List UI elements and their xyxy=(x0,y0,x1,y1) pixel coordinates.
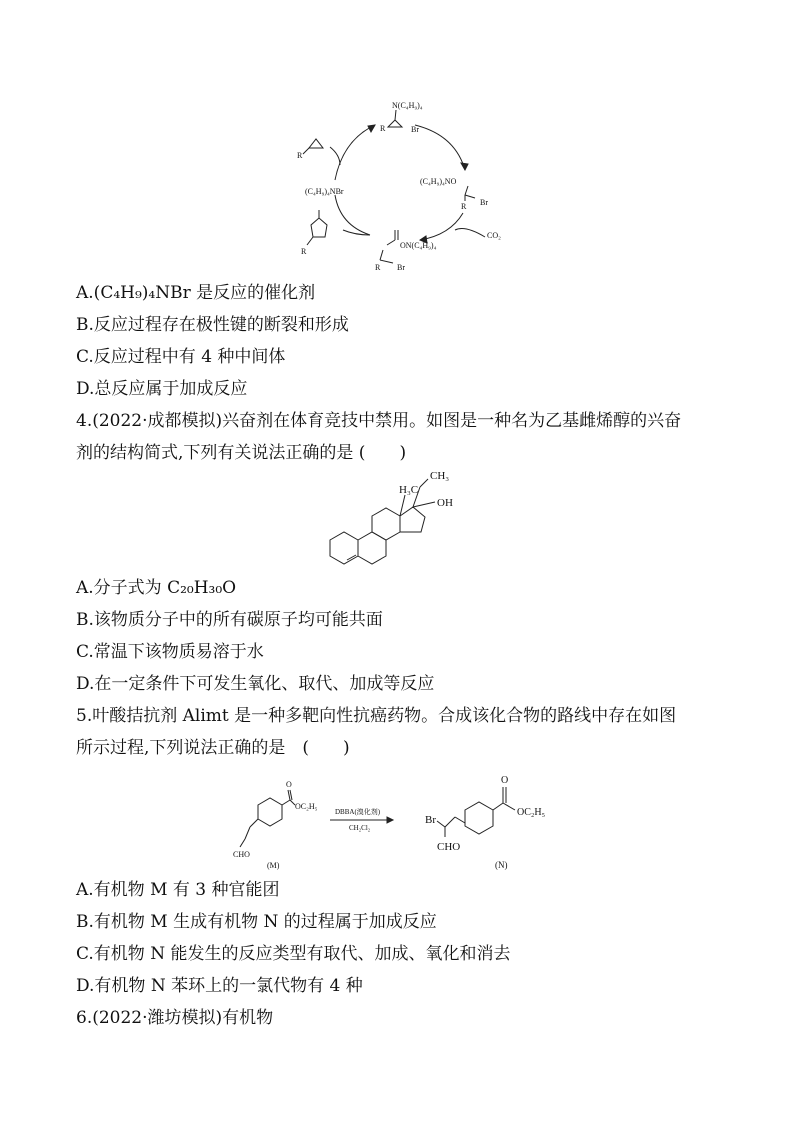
oh-bond xyxy=(413,502,435,507)
q5-stem-line1: 5.叶酸拮抗剂 Alimt 是一种多靶向性抗癌药物。合成该化合物的路线中存在如图 xyxy=(76,706,677,726)
q5-option-d: D.有机物 N 苯环上的一氯代物有 4 种 xyxy=(76,976,363,996)
ethyl-bond-2 xyxy=(420,479,428,487)
bond xyxy=(455,817,465,823)
q4-stem-line1: 4.(2022·成都模拟)兴奋剂在体育竞技中禁用。如图是一种名为乙基雌烯醇的兴奋 xyxy=(76,411,682,431)
m-label: (M) xyxy=(267,861,280,870)
bond xyxy=(290,790,292,800)
q4-option-d: D.在一定条件下可发生氧化、取代、加成等反应 xyxy=(76,674,435,694)
bond xyxy=(250,819,258,827)
bond xyxy=(437,821,445,827)
right-r: R xyxy=(461,202,467,211)
top-br: Br xyxy=(411,125,419,134)
ethylestrenol-structure xyxy=(325,465,475,570)
cycle-arc-top-right xyxy=(415,125,465,170)
q4-stem-line2: 剂的结构简式,下列有关说法正确的是 ( ) xyxy=(76,443,407,463)
q3-option-a: A.(C₄H₉)₄NBr 是反应的催化剂 xyxy=(76,283,316,303)
bond xyxy=(307,237,313,245)
m-ester: OC₂H₅ xyxy=(295,802,318,811)
epoxide-in-arrow xyxy=(330,147,340,165)
arrow-top-label: DBBA(溴化剂) xyxy=(335,808,381,816)
catalytic-cycle-diagram xyxy=(295,95,505,275)
arrow-head xyxy=(461,163,468,170)
co2-in-arrow xyxy=(455,229,485,237)
ring-b xyxy=(358,532,386,564)
bond xyxy=(465,186,468,195)
carbonate-out-arrow xyxy=(343,230,370,235)
carbonate-ring xyxy=(311,218,327,237)
oh-label: OH xyxy=(437,497,453,509)
q3-option-d: D.总反应属于加成反应 xyxy=(76,379,248,399)
bond xyxy=(282,800,290,805)
ring-d xyxy=(400,507,425,532)
n-ester: OC₂H₅ xyxy=(517,807,546,818)
carbonate-r: R xyxy=(301,247,307,256)
m-cho: CHO xyxy=(233,850,250,859)
bottom-label: ON(C₄H₉)₄ xyxy=(400,241,437,250)
bond xyxy=(380,250,383,260)
bottom-r: R xyxy=(375,263,381,272)
right-label: (C₄H₉)₄NO xyxy=(420,177,457,186)
q4-option-c: C.常温下该物质易溶于水 xyxy=(76,642,264,662)
q3-option-b: B.反应过程存在极性键的断裂和形成 xyxy=(76,315,349,335)
co2-label: CO₂ xyxy=(487,231,501,240)
bond xyxy=(395,110,396,120)
q5-option-a: A.有机物 M 有 3 种官能团 xyxy=(76,880,280,900)
bond xyxy=(245,827,250,839)
bond xyxy=(445,817,455,827)
top-label: N(C₄H₉)₄ xyxy=(392,101,423,110)
left-label: (C₄H₉)₄NBr xyxy=(305,187,344,196)
epoxide-ring xyxy=(388,120,402,127)
ring-c xyxy=(372,508,400,540)
q5-option-c: C.有机物 N 能发生的反应类型有取代、加成、氧化和消去 xyxy=(76,944,511,964)
q5-stem-line2: 所示过程,下列说法正确的是 ( ) xyxy=(76,738,350,758)
bond xyxy=(380,260,393,263)
arrow-head xyxy=(368,125,375,132)
n-label: (N) xyxy=(495,860,508,870)
h3c-label: H₃C xyxy=(399,484,419,496)
q4-option-a: A.分子式为 C₂₀H₃₀O xyxy=(76,578,237,598)
m-benzene-ring xyxy=(258,798,282,826)
epoxide-reagent xyxy=(309,139,323,148)
bond xyxy=(240,839,245,847)
bond xyxy=(288,790,290,800)
ch3-label: CH₃ xyxy=(430,470,450,482)
n-benzene-ring xyxy=(465,802,493,834)
m-carbonyl-o: O xyxy=(286,780,292,789)
bond xyxy=(303,148,309,154)
m-to-n-reaction-diagram xyxy=(225,765,570,875)
q5-option-b: B.有机物 M 生成有机物 N 的过程属于加成反应 xyxy=(76,912,437,932)
epoxide-r: R xyxy=(297,151,303,160)
right-br: Br xyxy=(480,198,488,207)
q3-option-c: C.反应过程中有 4 种中间体 xyxy=(76,347,286,367)
n-cho: CHO xyxy=(437,841,461,853)
n-carbonyl-o: O xyxy=(501,775,509,786)
bottom-br: Br xyxy=(397,263,405,272)
cycle-arc-left-top xyxy=(335,125,375,180)
arrow-bottom-label: CH₂Cl₂ xyxy=(349,824,371,832)
n-br: Br xyxy=(425,814,436,826)
bond xyxy=(493,803,503,810)
bond xyxy=(465,195,475,198)
ring-a xyxy=(330,532,358,564)
top-r: R xyxy=(380,124,386,133)
bond xyxy=(387,240,395,245)
cycle-arc-bottom-left xyxy=(335,195,370,235)
bond xyxy=(503,803,515,810)
q6-stem-line1: 6.(2022·潍坊模拟)有机物 xyxy=(76,1008,274,1028)
arrow-head xyxy=(387,817,393,823)
q4-option-b: B.该物质分子中的所有碳原子均可能共面 xyxy=(76,610,383,630)
